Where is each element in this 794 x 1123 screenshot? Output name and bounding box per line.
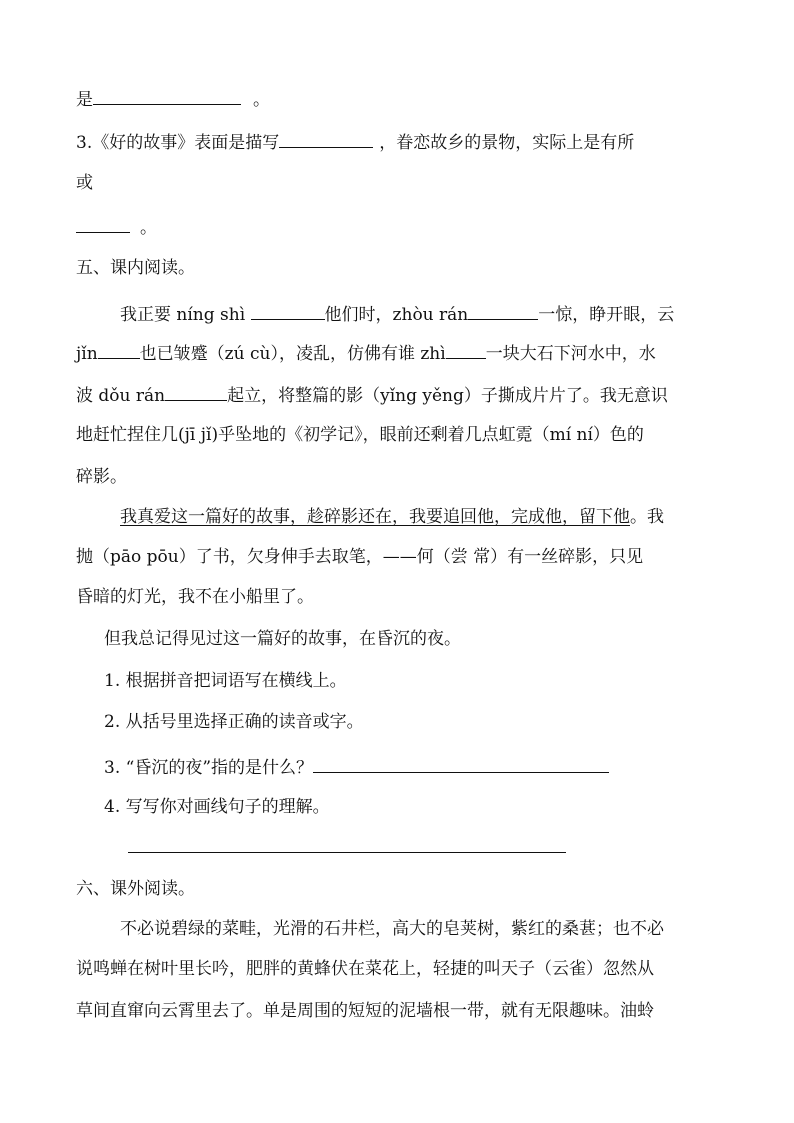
question-1: 1. 根据拼音把词语写在横线上。 [104,671,347,691]
answer-blank[interactable] [76,214,130,233]
section-6-heading: 六、课外阅读。 [76,879,195,899]
answer-blank[interactable] [313,754,609,773]
passage-line: 草间直窜向云霄里去了。单是周围的短短的泥墙根一带，就有无限趣味。油蛉 [76,1001,654,1021]
question-3-line: 3.《好的故事》表面是描写 ，眷恋故乡的景物，实际上是有所 [76,129,634,154]
passage-line: 我正要 níng shì 他们时，zhòu rán 一惊，睁开眼，云 [120,301,674,326]
question-3-line-3: 。 [76,214,157,239]
answer-line[interactable] [128,852,566,853]
answer-blank[interactable] [446,340,486,359]
passage-line: 不必说碧绿的菜畦，光滑的石井栏，高大的皂荚树，紫红的桑葚；也不必 [120,919,664,939]
underlined-sentence: 我真爱这一篇好的故事，趁碎影还在，我要追回他，完成他，留下他 [120,507,630,527]
answer-blank[interactable] [251,301,325,320]
question-2: 2. 从括号里选择正确的读音或字。 [104,712,364,732]
question-3-line-2: 或 [76,173,93,193]
passage-line: 碎影。 [76,467,127,487]
answer-blank[interactable] [98,340,140,359]
passage-line: 波 dǒu rán 起立，将整篇的影（yǐng yěng）子撕成片片了。我无意识 [76,382,668,407]
passage-line: 地赶忙捏住几(jī jǐ)乎坠地的《初学记》，眼前还剩着几点虹霓（mí ní）色的 [76,425,644,445]
passage-line: 抛（pāo pōu）了书，欠身伸手去取笔，——何（尝 常）有一丝碎影，只见 [76,547,644,567]
answer-line-continued: 是 。 [76,86,270,111]
passage-line-underlined: 我真爱这一篇好的故事，趁碎影还在，我要追回他，完成他，留下他。我 [120,507,664,527]
answer-blank[interactable] [279,129,373,148]
answer-blank[interactable] [165,382,227,401]
answer-blank[interactable] [468,301,538,320]
answer-blank[interactable] [93,86,241,105]
question-3: 3. “昏沉的夜”指的是什么？ [104,754,609,779]
passage-line: 昏暗的灯光，我不在小船里了。 [76,587,314,607]
section-5-heading: 五、课内阅读。 [76,258,195,278]
question-4: 4. 写写你对画线句子的理解。 [104,797,330,817]
passage-line: 但我总记得见过这一篇好的故事，在昏沉的夜。 [104,629,461,649]
passage-line: 说鸣蝉在树叶里长吟，肥胖的黄蜂伏在菜花上，轻捷的叫天子（云雀）忽然从 [76,959,654,979]
passage-line: jǐn 也已皱蹙（zú cù），凌乱，仿佛有谁 zhì 一块大石下河水中，水 [76,340,656,365]
